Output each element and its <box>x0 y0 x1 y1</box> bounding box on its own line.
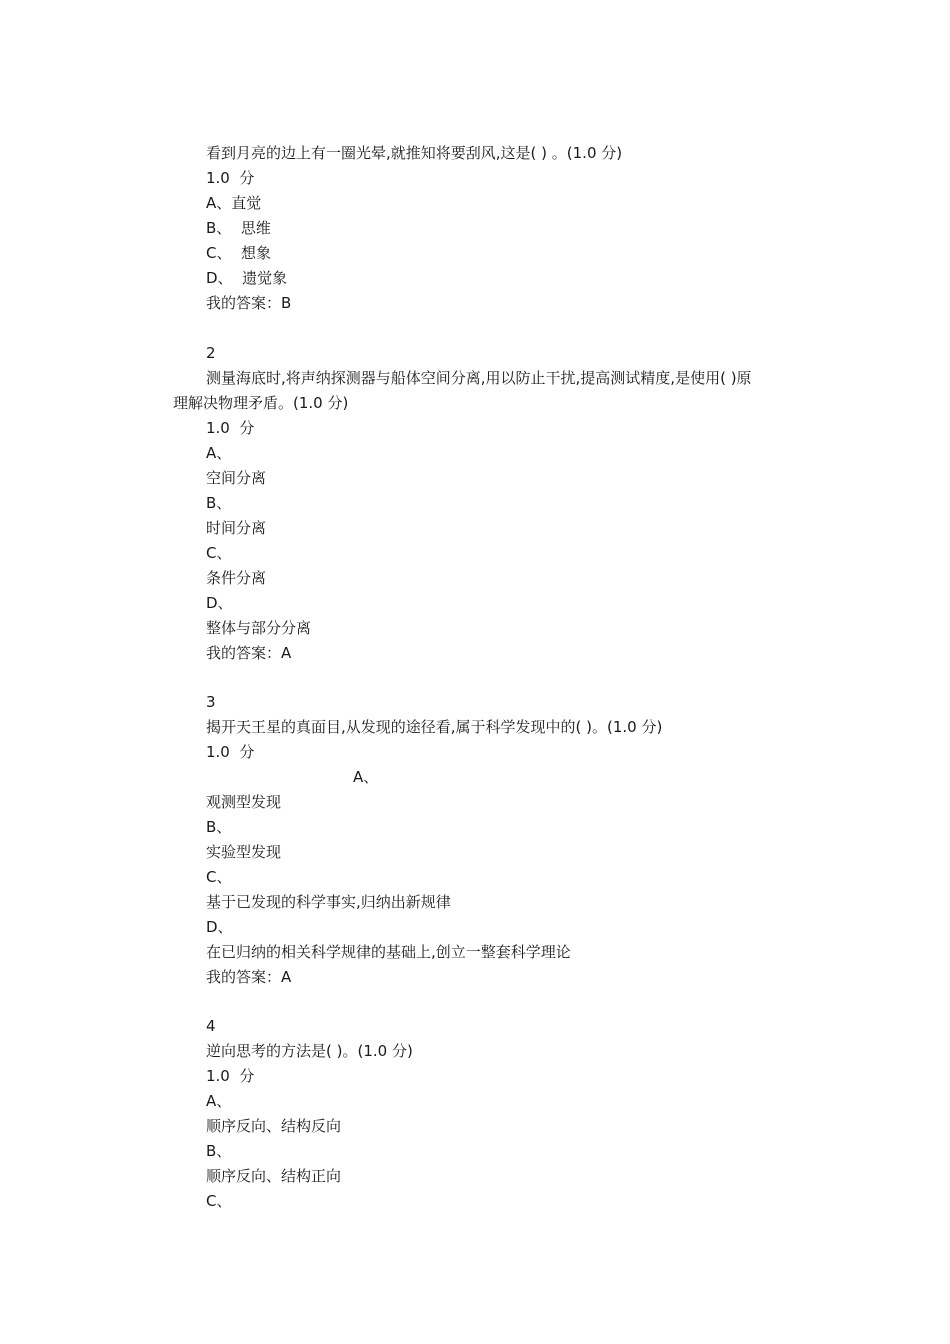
q3-option-d-text: 在已归纳的相关科学规律的基础上,创立一整套科学理论 <box>206 943 571 961</box>
q4-option-b-letter: B、 <box>206 1142 232 1160</box>
q2-option-b-letter: B、 <box>206 494 232 512</box>
q2-stem-line2: 理解决物理矛盾。(1.0 分) <box>173 394 349 412</box>
q3-my-answer: 我的答案：A <box>206 968 292 986</box>
q2-option-b-text: 时间分离 <box>206 519 267 537</box>
q4-option-a-text: 顺序反向、结构反向 <box>206 1117 342 1135</box>
q1-option-d: D、 遗觉象 <box>206 269 288 287</box>
q1-my-answer: 我的答案：B <box>206 294 292 312</box>
q3-option-a-text: 观测型发现 <box>206 793 282 811</box>
q3-option-b-letter: B、 <box>206 818 232 836</box>
q2-option-c-text: 条件分离 <box>206 569 267 587</box>
q3-score: 1.0 分 <box>206 743 255 761</box>
q4-option-c-letter: C、 <box>206 1192 232 1210</box>
q2-stem-line1: 测量海底时,将声纳探测器与船体空间分离,用以防止干扰,提高测试精度,是使用( )原 <box>206 369 752 387</box>
q2-my-answer: 我的答案：A <box>206 644 292 662</box>
q1-option-c: C、 想象 <box>206 244 272 262</box>
q2-option-a-letter: A、 <box>206 444 232 462</box>
q3-option-b-text: 实验型发现 <box>206 843 282 861</box>
q3-number: 3 <box>206 693 216 711</box>
q4-option-a-letter: A、 <box>206 1092 232 1110</box>
q2-score: 1.0 分 <box>206 419 255 437</box>
q2-option-a-text: 空间分离 <box>206 469 267 487</box>
q1-stem: 看到月亮的边上有一圈光晕,就推知将要刮风,这是( ) 。(1.0 分) <box>206 144 623 162</box>
q3-option-d-letter: D、 <box>206 918 233 936</box>
q4-score: 1.0 分 <box>206 1067 255 1085</box>
q3-option-c-letter: C、 <box>206 868 232 886</box>
q1-score: 1.0 分 <box>206 169 255 187</box>
q3-stem: 揭开天王星的真面目,从发现的途径看,属于科学发现中的( )。(1.0 分) <box>206 718 663 736</box>
q2-number: 2 <box>206 344 216 362</box>
q3-option-c-text: 基于已发现的科学事实,归纳出新规律 <box>206 893 451 911</box>
q4-stem: 逆向思考的方法是( )。(1.0 分) <box>206 1042 413 1060</box>
q1-option-b: B、 思维 <box>206 219 271 237</box>
q1-option-a: A、直觉 <box>206 194 262 212</box>
q4-option-b-text: 顺序反向、结构正向 <box>206 1167 342 1185</box>
q4-number: 4 <box>206 1017 216 1035</box>
q2-option-d-letter: D、 <box>206 594 233 612</box>
q3-option-a-letter: A、 <box>353 768 379 786</box>
q2-option-d-text: 整体与部分分离 <box>206 619 312 637</box>
q2-option-c-letter: C、 <box>206 544 232 562</box>
